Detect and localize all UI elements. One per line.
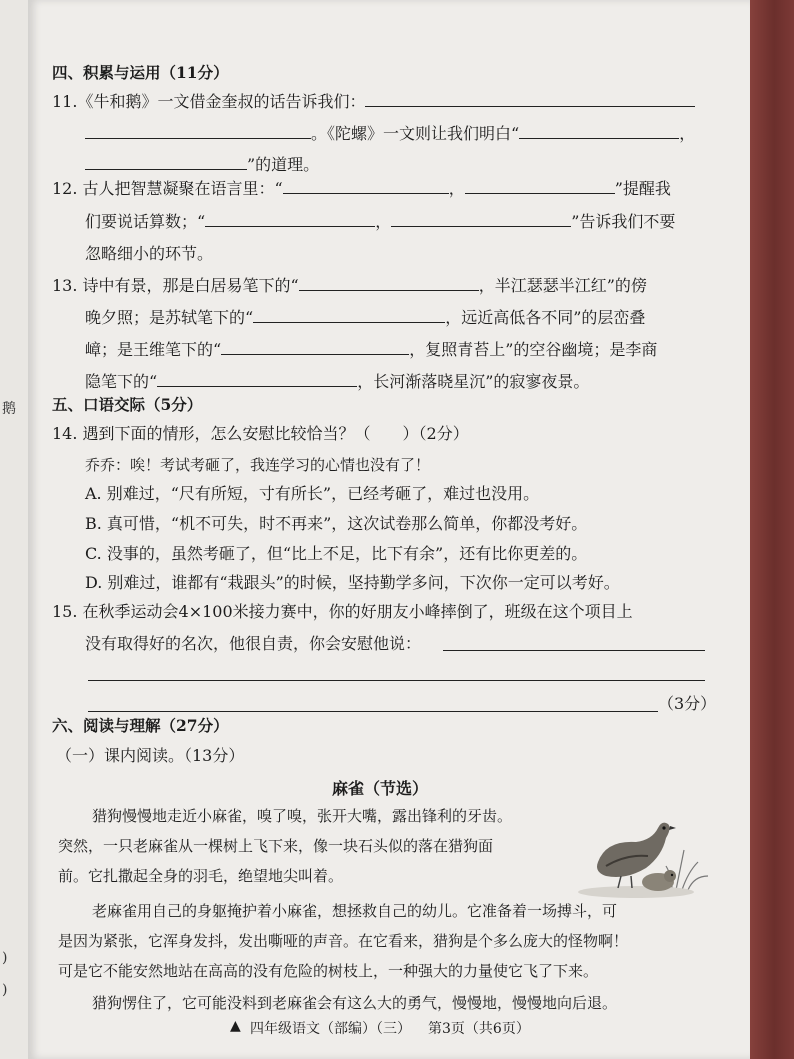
- answer-blank[interactable]: [391, 212, 571, 227]
- question-text: ，长河渐落晓星沉”的寂寥夜景。: [357, 372, 590, 391]
- question-11-line: [85, 124, 695, 144]
- question-text: 13. 诗中有景，那是白居易笔下的“: [52, 276, 299, 295]
- answer-blank[interactable]: [283, 179, 449, 194]
- question-14-scene: 乔乔：唉！考试考砸了，我连学习的心情也没有了！: [85, 456, 431, 474]
- adjacent-page-edge: [0, 0, 28, 1059]
- score-label: （3分）: [658, 694, 717, 713]
- section-heading: 五、口语交际（5分）: [52, 395, 203, 414]
- answer-blank[interactable]: [221, 340, 409, 355]
- question-11-line: [85, 155, 319, 175]
- answer-blank[interactable]: [465, 179, 615, 194]
- answer-line[interactable]: [443, 650, 705, 651]
- section-heading: 六、阅读与理解（27分）: [52, 716, 229, 735]
- footer-page-number: 第3页（共6页）: [428, 1021, 530, 1037]
- question-12-line: 忽略细小的环节。: [85, 244, 214, 263]
- question-14-stem: 14. 遇到下面的情形，怎么安慰比较恰当？（ ）（2分）: [52, 424, 469, 443]
- question-text: ，半江瑟瑟半江红”的傍: [478, 276, 647, 295]
- question-text: ，: [375, 212, 392, 231]
- question-text: 11.《牛和鹅》一文借金奎叔的话告诉我们：: [52, 92, 366, 111]
- question-15-line: 15. 在秋季运动会4×100米接力赛中，你的好朋友小峰摔倒了，班级在这个项目上: [52, 602, 633, 621]
- desk-background: [744, 0, 794, 1059]
- question-11-line: [52, 92, 695, 112]
- question-text: 12. 古人把智慧凝聚在语言里：“: [52, 179, 283, 198]
- question-text: ”告诉我们不要: [571, 212, 676, 231]
- question-13-line: [85, 340, 657, 360]
- passage-line: 突然，一只老麻雀从一棵树上飞下来，像一块石头似的落在猎狗面: [58, 837, 494, 855]
- option-c[interactable]: C. 没事的，虽然考砸了，但“比上不足，比下有余”，还有比你更差的。: [85, 544, 588, 563]
- option-a[interactable]: A. 别难过，“尺有所短，寸有所长”，已经考砸了，难过也没用。: [85, 484, 540, 503]
- option-b[interactable]: B. 真可惜，“机不可失，时不再来”，这次试卷那么简单，你都没考好。: [85, 514, 588, 533]
- adjacent-page-char: ): [2, 950, 8, 966]
- answer-blank[interactable]: [85, 124, 311, 139]
- passage-line: 猎狗慢慢地走近小麻雀，嗅了嗅，张开大嘴，露出锋利的牙齿。: [92, 807, 513, 825]
- passage-line: 猎狗愣住了，它可能没料到老麻雀会有这么大的勇气，慢慢地，慢慢地向后退。: [92, 994, 618, 1012]
- passage-line: 前。它扎撒起全身的羽毛，绝望地尖叫着。: [58, 867, 344, 885]
- question-text: 们要说话算数；“: [85, 212, 206, 231]
- option-d[interactable]: D. 别难过，谁都有“栽跟头”的时候，坚持勤学多问，下次你一定可以考好。: [85, 573, 620, 592]
- answer-line[interactable]: [88, 680, 705, 681]
- question-text: ”的道理。: [247, 155, 320, 174]
- exam-page: [28, 0, 750, 1059]
- answer-blank[interactable]: [299, 276, 479, 291]
- question-13-line: [52, 276, 647, 296]
- section-heading: 四、积累与运用（11分）: [52, 63, 229, 82]
- answer-blank[interactable]: [157, 372, 357, 387]
- question-text: 嶂；是王维笔下的“: [85, 340, 222, 359]
- answer-blank[interactable]: [205, 212, 375, 227]
- question-13-line: [85, 372, 589, 392]
- question-text: 没有取得好的名次，他很自责，你会安慰他说：: [85, 634, 422, 653]
- question-13-line: [85, 308, 645, 328]
- answer-blank[interactable]: [85, 155, 247, 170]
- question-text: 晚夕照；是苏轼笔下的“: [85, 308, 254, 327]
- publisher-logo-icon: ▲: [230, 1018, 241, 1034]
- question-text: ”提醒我: [614, 179, 671, 198]
- passage-line: 可是它不能安然地站在高高的没有危险的树枝上，一种强大的力量使它飞了下来。: [58, 962, 599, 980]
- sparrow-illustration: [576, 810, 726, 900]
- question-text: 隐笔下的“: [85, 372, 158, 391]
- passage-line: 是因为紧张，它浑身发抖，发出嘶哑的声音。在它看来，猎狗是个多么庞大的怪物啊！: [58, 932, 629, 950]
- question-text: ，复照青苔上”的空谷幽境；是李商: [409, 340, 658, 359]
- answer-line[interactable]: [88, 711, 658, 712]
- question-12-line: [85, 212, 675, 232]
- question-text: ，: [679, 124, 696, 143]
- adjacent-page-char: 鹅: [2, 401, 16, 417]
- subsection-heading: （一）课内阅读。（13分）: [56, 746, 245, 765]
- question-text: 。《陀螺》一文则让我们明白“: [311, 124, 520, 143]
- question-15-line: [85, 634, 421, 654]
- passage-title: 麻雀（节选）: [332, 779, 429, 798]
- adjacent-page-char: ): [2, 982, 8, 998]
- question-text: ，: [448, 179, 465, 198]
- answer-blank[interactable]: [519, 124, 679, 139]
- question-text: ，远近高低各不同”的层峦叠: [445, 308, 646, 327]
- question-12-line: [52, 179, 671, 199]
- footer-course: 四年级语文（部编）（三）: [250, 1021, 411, 1037]
- answer-blank[interactable]: [365, 92, 695, 107]
- answer-blank[interactable]: [253, 308, 445, 323]
- passage-line: 老麻雀用自己的身躯掩护着小麻雀，想拯救自己的幼儿。它准备着一场搏斗，可: [92, 902, 618, 920]
